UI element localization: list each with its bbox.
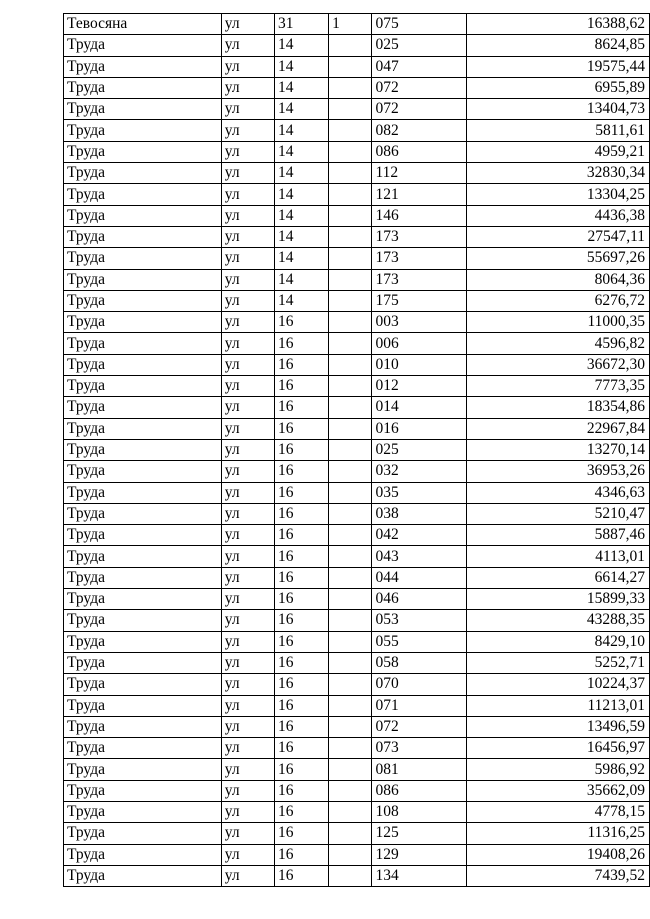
cell-amount: 5887,46 (466, 525, 649, 546)
cell-street: Труда (64, 269, 222, 290)
cell-house: 14 (274, 248, 328, 269)
cell-street: Труда (64, 248, 222, 269)
cell-house: 16 (274, 461, 328, 482)
table-row (64, 290, 650, 311)
cell-amount: 32830,34 (466, 163, 649, 184)
cell-building (329, 525, 372, 546)
cell-house: 16 (274, 567, 328, 588)
table-row (64, 567, 650, 588)
table-row (64, 674, 650, 695)
cell-amount: 55697,26 (466, 248, 649, 269)
cell-amount: 8624,85 (466, 35, 649, 56)
cell-type: ул (221, 439, 274, 460)
cell-building (329, 354, 372, 375)
cell-type: ул (221, 525, 274, 546)
cell-house: 16 (274, 631, 328, 652)
table-row (64, 14, 650, 35)
table-row (64, 589, 650, 610)
cell-building (329, 99, 372, 120)
cell-apartment: 175 (372, 290, 466, 311)
cell-house: 16 (274, 716, 328, 737)
table-row (64, 631, 650, 652)
cell-type: ул (221, 695, 274, 716)
cell-amount: 19408,26 (466, 844, 649, 865)
cell-house: 16 (274, 738, 328, 759)
cell-street: Труда (64, 631, 222, 652)
cell-amount: 13404,73 (466, 99, 649, 120)
cell-amount: 5811,61 (466, 120, 649, 141)
cell-apartment: 146 (372, 205, 466, 226)
cell-building (329, 652, 372, 673)
cell-type: ул (221, 503, 274, 524)
cell-type: ул (221, 610, 274, 631)
cell-street: Труда (64, 333, 222, 354)
cell-apartment: 125 (372, 823, 466, 844)
table-row (64, 865, 650, 886)
cell-street: Труда (64, 226, 222, 247)
cell-type: ул (221, 248, 274, 269)
cell-street: Труда (64, 780, 222, 801)
cell-house: 16 (274, 354, 328, 375)
cell-building (329, 184, 372, 205)
cell-building (329, 780, 372, 801)
cell-amount: 8064,36 (466, 269, 649, 290)
cell-apartment: 025 (372, 35, 466, 56)
cell-apartment: 112 (372, 163, 466, 184)
cell-building (329, 844, 372, 865)
cell-house: 14 (274, 205, 328, 226)
table-row (64, 823, 650, 844)
cell-amount: 36953,26 (466, 461, 649, 482)
cell-building: 1 (329, 14, 372, 35)
cell-apartment: 012 (372, 376, 466, 397)
table-row (64, 482, 650, 503)
cell-apartment: 173 (372, 269, 466, 290)
cell-building (329, 482, 372, 503)
cell-amount: 22967,84 (466, 418, 649, 439)
cell-apartment: 003 (372, 312, 466, 333)
cell-amount: 6955,89 (466, 77, 649, 98)
cell-house: 16 (274, 759, 328, 780)
cell-apartment: 042 (372, 525, 466, 546)
cell-building (329, 461, 372, 482)
cell-house: 16 (274, 780, 328, 801)
cell-type: ул (221, 333, 274, 354)
table-row (64, 205, 650, 226)
table-row (64, 56, 650, 77)
cell-house: 31 (274, 14, 328, 35)
cell-street: Труда (64, 567, 222, 588)
cell-amount: 18354,86 (466, 397, 649, 418)
cell-house: 16 (274, 418, 328, 439)
cell-building (329, 567, 372, 588)
cell-street: Труда (64, 695, 222, 716)
cell-type: ул (221, 397, 274, 418)
table-row (64, 461, 650, 482)
cell-apartment: 129 (372, 844, 466, 865)
cell-house: 16 (274, 695, 328, 716)
cell-building (329, 248, 372, 269)
cell-building (329, 738, 372, 759)
cell-building (329, 77, 372, 98)
cell-type: ул (221, 269, 274, 290)
cell-apartment: 016 (372, 418, 466, 439)
table-row (64, 439, 650, 460)
cell-type: ул (221, 14, 274, 35)
cell-type: ул (221, 823, 274, 844)
cell-type: ул (221, 184, 274, 205)
cell-street: Труда (64, 120, 222, 141)
table-row (64, 652, 650, 673)
cell-building (329, 163, 372, 184)
cell-building (329, 546, 372, 567)
cell-street: Труда (64, 397, 222, 418)
cell-building (329, 589, 372, 610)
cell-street: Труда (64, 759, 222, 780)
cell-building (329, 397, 372, 418)
cell-street: Труда (64, 801, 222, 822)
cell-house: 16 (274, 525, 328, 546)
cell-apartment: 044 (372, 567, 466, 588)
cell-type: ул (221, 631, 274, 652)
cell-house: 14 (274, 35, 328, 56)
cell-type: ул (221, 99, 274, 120)
cell-type: ул (221, 312, 274, 333)
cell-apartment: 032 (372, 461, 466, 482)
cell-type: ул (221, 120, 274, 141)
cell-amount: 35662,09 (466, 780, 649, 801)
cell-house: 14 (274, 226, 328, 247)
cell-apartment: 047 (372, 56, 466, 77)
cell-street: Труда (64, 844, 222, 865)
table-row (64, 163, 650, 184)
table-row (64, 716, 650, 737)
cell-type: ул (221, 567, 274, 588)
cell-house: 16 (274, 546, 328, 567)
table-row (64, 397, 650, 418)
cell-building (329, 35, 372, 56)
cell-building (329, 503, 372, 524)
cell-type: ул (221, 738, 274, 759)
cell-amount: 4959,21 (466, 141, 649, 162)
cell-street: Тевосяна (64, 14, 222, 35)
cell-apartment: 081 (372, 759, 466, 780)
cell-apartment: 173 (372, 248, 466, 269)
cell-building (329, 801, 372, 822)
cell-amount: 4596,82 (466, 333, 649, 354)
table-row (64, 376, 650, 397)
table-row (64, 333, 650, 354)
cell-street: Труда (64, 738, 222, 759)
cell-amount: 6276,72 (466, 290, 649, 311)
cell-apartment: 108 (372, 801, 466, 822)
cell-type: ул (221, 354, 274, 375)
cell-house: 16 (274, 482, 328, 503)
cell-street: Труда (64, 56, 222, 77)
cell-street: Труда (64, 35, 222, 56)
table-row (64, 77, 650, 98)
cell-amount: 7773,35 (466, 376, 649, 397)
cell-amount: 4346,63 (466, 482, 649, 503)
cell-apartment: 173 (372, 226, 466, 247)
cell-type: ул (221, 141, 274, 162)
cell-type: ул (221, 589, 274, 610)
cell-apartment: 134 (372, 865, 466, 886)
cell-street: Труда (64, 163, 222, 184)
cell-amount: 19575,44 (466, 56, 649, 77)
cell-street: Труда (64, 77, 222, 98)
cell-house: 14 (274, 163, 328, 184)
cell-type: ул (221, 163, 274, 184)
cell-house: 14 (274, 120, 328, 141)
cell-apartment: 073 (372, 738, 466, 759)
cell-apartment: 070 (372, 674, 466, 695)
cell-apartment: 055 (372, 631, 466, 652)
cell-house: 14 (274, 184, 328, 205)
cell-building (329, 674, 372, 695)
cell-apartment: 071 (372, 695, 466, 716)
cell-street: Труда (64, 141, 222, 162)
cell-type: ул (221, 844, 274, 865)
cell-amount: 4778,15 (466, 801, 649, 822)
cell-apartment: 046 (372, 589, 466, 610)
cell-amount: 10224,37 (466, 674, 649, 695)
cell-street: Труда (64, 823, 222, 844)
cell-amount: 13496,59 (466, 716, 649, 737)
cell-building (329, 205, 372, 226)
cell-amount: 5986,92 (466, 759, 649, 780)
cell-house: 14 (274, 77, 328, 98)
cell-street: Труда (64, 610, 222, 631)
table-row (64, 525, 650, 546)
cell-type: ул (221, 482, 274, 503)
cell-amount: 15899,33 (466, 589, 649, 610)
cell-amount: 13270,14 (466, 439, 649, 460)
table-row (64, 738, 650, 759)
cell-amount: 36672,30 (466, 354, 649, 375)
cell-apartment: 035 (372, 482, 466, 503)
cell-amount: 11316,25 (466, 823, 649, 844)
cell-type: ул (221, 716, 274, 737)
cell-street: Труда (64, 482, 222, 503)
table-row (64, 695, 650, 716)
cell-street: Труда (64, 525, 222, 546)
cell-house: 16 (274, 674, 328, 695)
cell-building (329, 312, 372, 333)
table-row (64, 141, 650, 162)
cell-amount: 5210,47 (466, 503, 649, 524)
cell-amount: 5252,71 (466, 652, 649, 673)
cell-apartment: 075 (372, 14, 466, 35)
table-row (64, 354, 650, 375)
cell-apartment: 072 (372, 99, 466, 120)
cell-house: 16 (274, 312, 328, 333)
table-row (64, 269, 650, 290)
cell-apartment: 072 (372, 77, 466, 98)
cell-apartment: 072 (372, 716, 466, 737)
cell-apartment: 082 (372, 120, 466, 141)
cell-building (329, 226, 372, 247)
cell-type: ул (221, 461, 274, 482)
cell-apartment: 058 (372, 652, 466, 673)
cell-street: Труда (64, 205, 222, 226)
cell-type: ул (221, 759, 274, 780)
cell-building (329, 290, 372, 311)
cell-amount: 16388,62 (466, 14, 649, 35)
cell-type: ул (221, 801, 274, 822)
cell-house: 16 (274, 589, 328, 610)
cell-house: 16 (274, 397, 328, 418)
cell-building (329, 631, 372, 652)
cell-building (329, 418, 372, 439)
cell-building (329, 141, 372, 162)
cell-house: 14 (274, 99, 328, 120)
cell-house: 14 (274, 141, 328, 162)
cell-street: Труда (64, 184, 222, 205)
cell-house: 16 (274, 865, 328, 886)
cell-building (329, 56, 372, 77)
cell-amount: 11213,01 (466, 695, 649, 716)
table-row (64, 610, 650, 631)
cell-street: Труда (64, 312, 222, 333)
cell-street: Труда (64, 461, 222, 482)
cell-type: ул (221, 652, 274, 673)
cell-type: ул (221, 35, 274, 56)
cell-house: 16 (274, 439, 328, 460)
cell-house: 16 (274, 652, 328, 673)
cell-apartment: 025 (372, 439, 466, 460)
cell-apartment: 006 (372, 333, 466, 354)
cell-house: 16 (274, 503, 328, 524)
table-row (64, 780, 650, 801)
cell-type: ул (221, 546, 274, 567)
table-row (64, 759, 650, 780)
table-row (64, 120, 650, 141)
cell-street: Труда (64, 546, 222, 567)
cell-building (329, 376, 372, 397)
cell-street: Труда (64, 589, 222, 610)
table-row (64, 801, 650, 822)
cell-house: 16 (274, 376, 328, 397)
cell-street: Труда (64, 418, 222, 439)
cell-street: Труда (64, 354, 222, 375)
cell-type: ул (221, 674, 274, 695)
table-row (64, 184, 650, 205)
cell-house: 14 (274, 290, 328, 311)
cell-street: Труда (64, 674, 222, 695)
cell-house: 16 (274, 844, 328, 865)
cell-street: Труда (64, 439, 222, 460)
table-row (64, 844, 650, 865)
cell-type: ул (221, 376, 274, 397)
cell-house: 14 (274, 269, 328, 290)
cell-amount: 16456,97 (466, 738, 649, 759)
cell-type: ул (221, 56, 274, 77)
cell-street: Труда (64, 716, 222, 737)
cell-street: Труда (64, 376, 222, 397)
cell-apartment: 086 (372, 141, 466, 162)
cell-amount: 8429,10 (466, 631, 649, 652)
cell-street: Труда (64, 99, 222, 120)
cell-house: 16 (274, 823, 328, 844)
cell-house: 16 (274, 801, 328, 822)
cell-street: Труда (64, 652, 222, 673)
cell-building (329, 716, 372, 737)
cell-type: ул (221, 780, 274, 801)
debt-table (63, 13, 650, 887)
cell-type: ул (221, 290, 274, 311)
cell-building (329, 610, 372, 631)
cell-building (329, 759, 372, 780)
cell-amount: 43288,35 (466, 610, 649, 631)
cell-street: Труда (64, 865, 222, 886)
cell-building (329, 333, 372, 354)
cell-amount: 11000,35 (466, 312, 649, 333)
cell-apartment: 086 (372, 780, 466, 801)
cell-apartment: 053 (372, 610, 466, 631)
cell-amount: 6614,27 (466, 567, 649, 588)
cell-building (329, 269, 372, 290)
table-row (64, 503, 650, 524)
cell-house: 16 (274, 610, 328, 631)
cell-street: Труда (64, 290, 222, 311)
table-row (64, 248, 650, 269)
table-row (64, 35, 650, 56)
table-row (64, 418, 650, 439)
cell-type: ул (221, 418, 274, 439)
cell-building (329, 865, 372, 886)
cell-type: ул (221, 865, 274, 886)
cell-building (329, 823, 372, 844)
table-row (64, 546, 650, 567)
cell-house: 14 (274, 56, 328, 77)
cell-apartment: 043 (372, 546, 466, 567)
cell-type: ул (221, 77, 274, 98)
cell-street: Труда (64, 503, 222, 524)
cell-building (329, 439, 372, 460)
cell-apartment: 038 (372, 503, 466, 524)
cell-amount: 13304,25 (466, 184, 649, 205)
cell-amount: 27547,11 (466, 226, 649, 247)
cell-amount: 4436,38 (466, 205, 649, 226)
table-row (64, 99, 650, 120)
debt-table-body (64, 14, 650, 887)
cell-type: ул (221, 226, 274, 247)
cell-type: ул (221, 205, 274, 226)
cell-apartment: 010 (372, 354, 466, 375)
cell-amount: 7439,52 (466, 865, 649, 886)
cell-house: 16 (274, 333, 328, 354)
cell-apartment: 121 (372, 184, 466, 205)
cell-building (329, 120, 372, 141)
cell-building (329, 695, 372, 716)
cell-apartment: 014 (372, 397, 466, 418)
cell-amount: 4113,01 (466, 546, 649, 567)
table-row (64, 312, 650, 333)
table-row (64, 226, 650, 247)
